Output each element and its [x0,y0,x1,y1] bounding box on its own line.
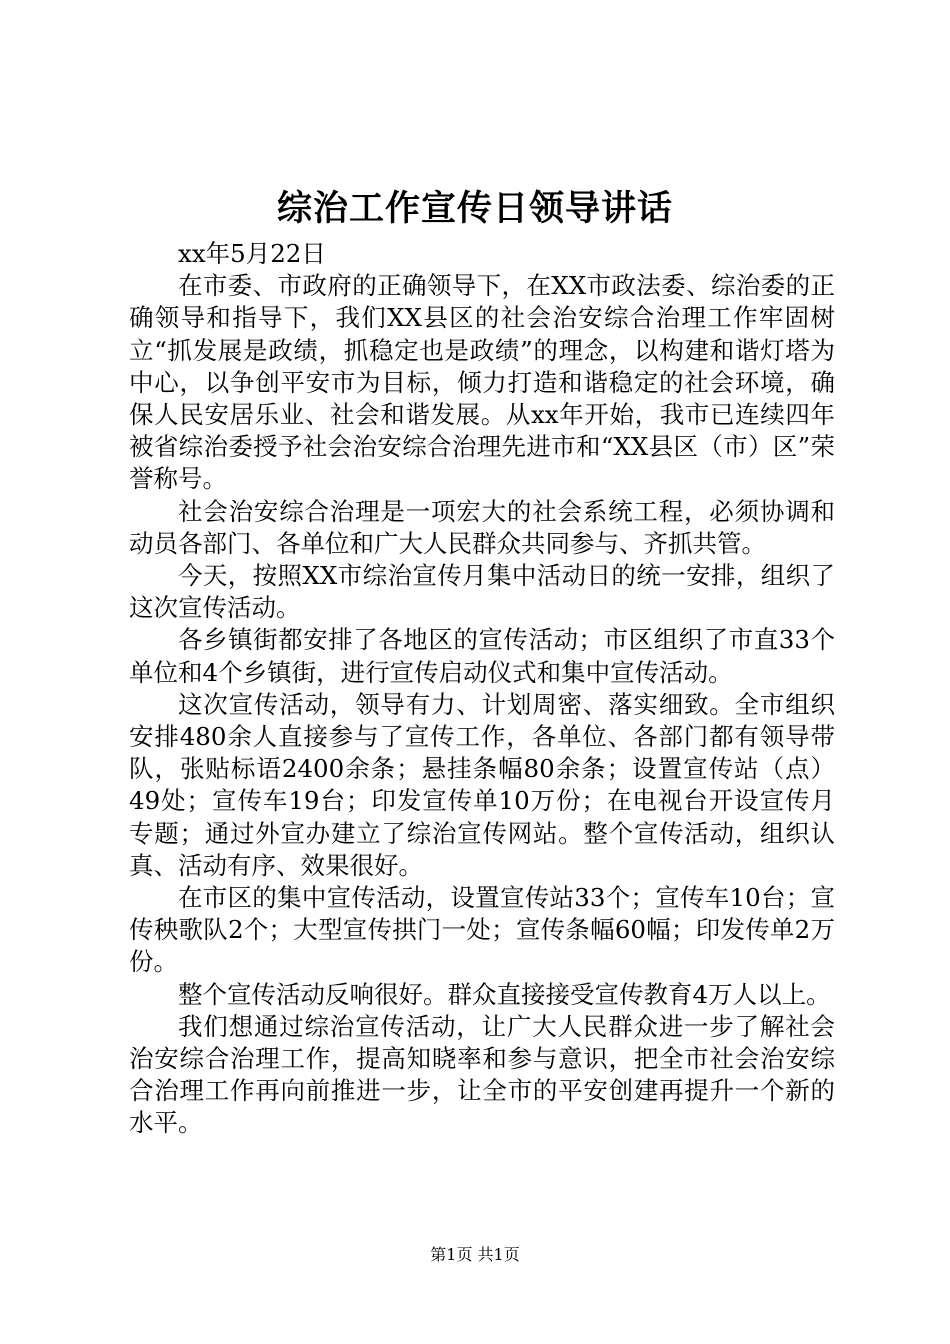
body-paragraph-8: 我们想通过综治宣传活动，让广大人民群众进一步了解社会治安综合治理工作，提高知晓率和参与意识，把全市社会治安综合治理工作再向前推进一步，让全市的平安创建再提升一个新的水平。 [129,1011,835,1138]
body-paragraph-6: 在市区的集中宣传活动，设置宣传站33个；宣传车10台；宣传秧歌队2个；大型宣传拱门一处；宣传条幅60幅；印发传单2万份。 [129,883,835,977]
page-footer: 第1页 共1页 [430,1245,520,1264]
body-paragraph-5: 这次宣传活动，领导有力、计划周密、落实细致。全市组织安排480余人直接参与了宣传工作，各单位、各部门都有领导带队，张贴标语2400余条；悬挂条幅80余条；设置宣传站（点）49处；宣传车19台；印发宣传单10万份；在电视台开设宣传月专题；通过外宣办建立了综治宣传网站。整个宣传活动，组织认真、活动有序、效果很好。 [129,689,835,880]
document-body [129,238,835,1140]
body-paragraph-3: 今天，按照XX市综治宣传月集中活动日的统一安排，组织了这次宣传活动。 [129,561,835,623]
body-paragraph-4: 各乡镇街都安排了各地区的宣传活动；市区组织了市直33个单位和4个乡镇街，进行宣传启动仪式和集中宣传活动。 [129,625,835,687]
body-paragraph-2: 社会治安综合治理是一项宏大的社会系统工程，必须协调和动员各部门、各单位和广大人民群众共同参与、齐抓共管。 [129,496,835,558]
document-date: xx年5月22日 [178,239,326,268]
body-paragraph-1: 在市委、市政府的正确领导下，在XX市政法委、综治委的正确领导和指导下，我们XX县区的社会治安综合治理工作牢固树立“抓发展是政绩，抓稳定也是政绩”的理念，以构建和谐灯塔为中心，以争创平安市为目标，倾力打造和谐稳定的社会环境，确保人民安居乐业、社会和谐发展。从xx年开始，我市已连续四年被省综治委授予社会治安综合治理先进市和“XX县区（市）区”荣誉称号。 [129,271,835,494]
body-paragraph-7: 整个宣传活动反响很好。群众直接接受宣传教育4万人以上。 [178,979,831,1009]
document-title: 综治工作宣传日领导讲话 [276,188,673,229]
